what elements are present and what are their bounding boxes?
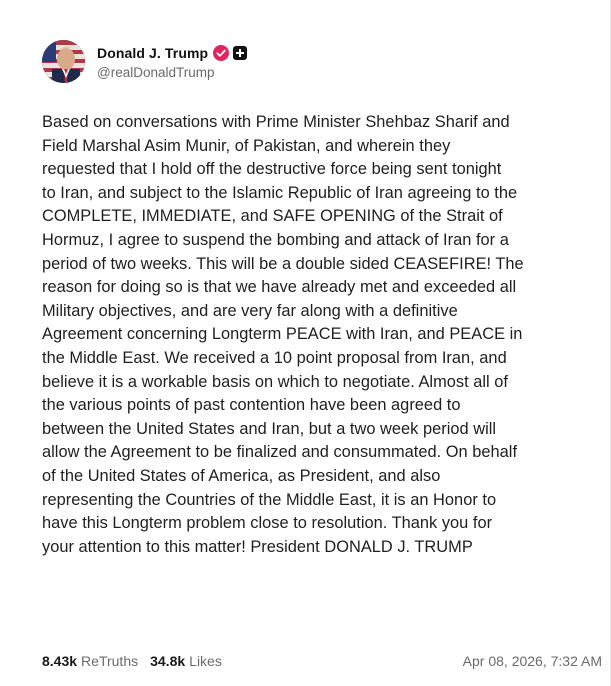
display-name[interactable]: Donald J. Trump — [97, 45, 209, 61]
avatar[interactable] — [42, 40, 85, 83]
avatar-image — [42, 40, 85, 83]
verified-badge-icon — [213, 45, 229, 61]
post-header — [42, 40, 247, 83]
likes-count: 34.8k — [150, 653, 186, 669]
likes-label: Likes — [189, 653, 222, 669]
retruths-stat[interactable] — [42, 653, 138, 669]
post-body-text: Based on conversations with Prime Minister Shehbaz Sharif and Field Marshal Asim Munir, of Pakistan, and wherein they requested that I hold off the destructive force being sent tonight to Iran, and subject to the Islamic Republic of Iran agreeing to the COMPLETE, IMMEDIATE, and SAFE OPENING of the Strait of Hormuz, I agree to suspend the bombing and attack of Iran for a period of two weeks. This will be a double sided CEASEFIRE! The reason for doing so is that we have already met and exceeded all Military objectives, and are very far along with a definitive Agreement concerning Longterm PEACE with Iran, and PEACE in the Middle East. We received a 10 point proposal from Iran, and believe it is a workable basis on which to negotiate. Almost all of the various points of past contention have been agreed to between the United States and Iran, but a two week period will allow the Agreement to be finalized and consummated. On behalf of the United States of America, as President, and also representing the Countries of the Middle East, it is an Honor to have this Longterm problem close to resolution. Thank you for your attention to this matter! President DONALD J. TRUMP — [42, 113, 524, 556]
retruths-count: 8.43k — [42, 653, 78, 669]
post-footer — [42, 651, 602, 671]
name-row — [97, 43, 247, 63]
plus-badge-icon — [233, 46, 247, 60]
account-handle[interactable]: @realDonaldTrump — [97, 65, 215, 80]
post-timestamp[interactable]: Apr 08, 2026, 7:32 AM — [462, 653, 602, 669]
likes-stat[interactable] — [150, 653, 222, 669]
retruths-label: ReTruths — [81, 653, 139, 669]
account-identity — [97, 43, 247, 80]
